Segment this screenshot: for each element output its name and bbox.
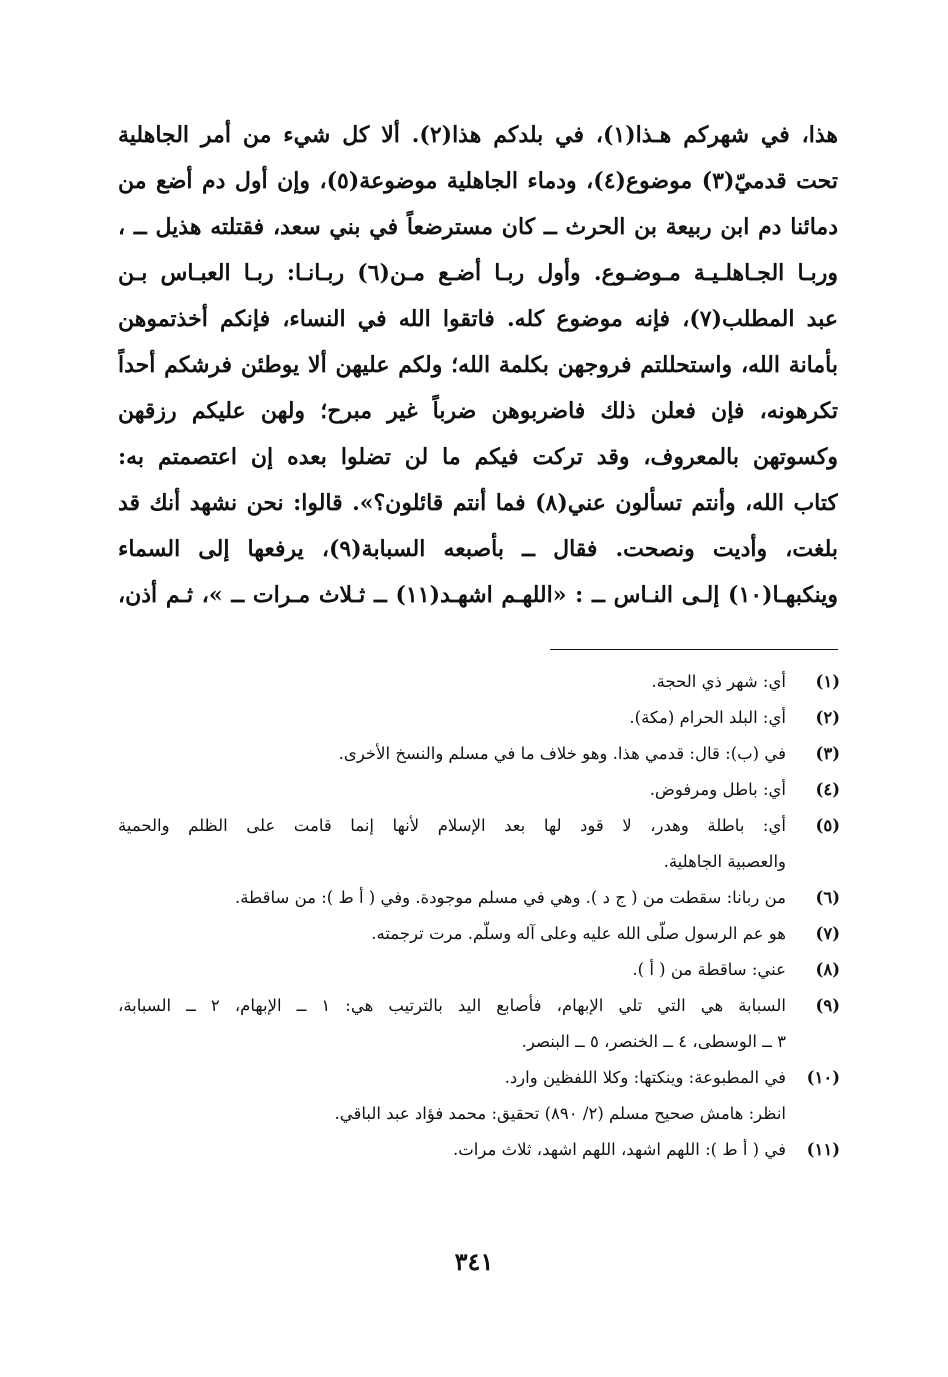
footnote-text: انظر: هامش صحيح مسلم (٢/ ٨٩٠) تحقيق: محمد فؤاد عبد الباقي. bbox=[334, 1104, 786, 1123]
footnote-text: هو عم الرسول صلّى الله عليه وعلى آله وسلّم. مرت ترجمته. bbox=[371, 924, 786, 943]
footnote-number: (١) bbox=[815, 672, 840, 691]
footnote-text: من ربانا: سقطت من ( ج د ). وهي في مسلم موجودة. وفي ( أ ط ): من ساقطة. bbox=[234, 888, 786, 907]
footnote-11 bbox=[118, 1132, 840, 1168]
footnote-9 bbox=[118, 988, 840, 1060]
footnote-5 bbox=[118, 808, 840, 880]
footnote-text: في (ب): قال: قدمي هذا. وهو خلاف ما في مسلم والنسخ الأخرى. bbox=[338, 744, 786, 763]
footnote-text: أي: باطلة وهدر، لا قود لها بعد الإسلام لأنها إنما قامت على الظلم والحمية bbox=[118, 816, 786, 835]
main-text-line: تحت قدميّ(٣) موضوع(٤)، ودماء الجاهلية موضوعة(٥)، وإن أول دم أضع من bbox=[118, 168, 838, 194]
footnote-text: في ( أ ط ): اللهم اشهد، اللهم اشهد، ثلاث مرات. bbox=[453, 1140, 786, 1159]
footnote-number: (٥) bbox=[815, 816, 840, 835]
main-text-line: هذا، في شهركم هـذا(١)، في بلدكم هذا(٢). ألا كل شيء من أمر الجاهلية bbox=[118, 122, 838, 148]
footnote-number: (٣) bbox=[815, 744, 840, 763]
footnote-8 bbox=[118, 952, 840, 988]
footnote-number: (٦) bbox=[815, 888, 840, 907]
footnote-text: السبابة هي التي تلي الإبهام، فأصابع اليد بالترتيب هي: ١ ــ الإبهام، ٢ ــ السبابة، bbox=[118, 996, 786, 1015]
footnote-6 bbox=[118, 880, 840, 916]
footnote-number: (١١) bbox=[806, 1140, 840, 1159]
footnote-10 bbox=[118, 1060, 840, 1132]
footnote-text: والعصبية الجاهلية. bbox=[663, 852, 786, 871]
main-text-line: تكرهونه، فإن فعلن ذلك فاضربوهن ضرباً غير مبرح؛ ولهن عليكم رزقهن bbox=[118, 398, 838, 424]
footnotes-section bbox=[118, 664, 840, 1168]
footnote-1 bbox=[118, 664, 840, 700]
footnote-number: (١٠) bbox=[806, 1068, 840, 1087]
footnote-number: (٧) bbox=[815, 924, 840, 943]
main-text-line: وكسوتهن بالمعروف، وقد تركت فيكم ما لن تضلوا بعده إن اعتصمتم به: bbox=[118, 444, 838, 470]
footnote-2 bbox=[118, 700, 840, 736]
footnote-number: (٨) bbox=[815, 960, 840, 979]
footnote-4 bbox=[118, 772, 840, 808]
main-text-line: بأمانة الله، واستحللتم فروجهن بكلمة الله؛ ولكم عليهن ألا يوطئن فرشكم أحداً bbox=[118, 352, 838, 378]
main-text-line: دمائنا دم ابن ربيعة بن الحرث ــ كان مسترضعاً في بني سعد، فقتلته هذيل ــ ، bbox=[118, 214, 838, 240]
main-text-line: كتاب الله، وأنتم تسألون عني(٨) فما أنتم قائلون؟». قالوا: نحن نشهد أنك قد bbox=[118, 490, 838, 516]
footnote-separator bbox=[550, 649, 838, 650]
main-text-block bbox=[118, 112, 838, 618]
footnote-text: أي: شهر ذي الحجة. bbox=[651, 672, 786, 691]
main-text-line: وينكبهـا(١٠) إلـى النـاس ــ : «اللهـم اشهـد(١١) ــ ثـلاث مـرات ــ »، ثـم أذن، bbox=[118, 582, 838, 608]
footnote-text: أي: باطل ومرفوض. bbox=[649, 780, 786, 799]
footnote-text: في المطبوعة: وينكتها: وكلا اللفظين وارد. bbox=[504, 1068, 786, 1087]
footnote-number: (٩) bbox=[815, 996, 840, 1015]
footnote-text: ٣ ــ الوسطى، ٤ ــ الخنصر، ٥ ــ البنصر. bbox=[521, 1032, 786, 1051]
page-number: ٣٤١ bbox=[454, 1247, 494, 1276]
footnote-text: أي: البلد الحرام (مكة). bbox=[629, 708, 786, 727]
footnote-number: (٢) bbox=[815, 708, 840, 727]
main-text-line: وربـا الجـاهلـيـة مـوضـوع. وأول ربـا أضـع مـن(٦) ربـانـا: ربـا العبـاس بـن bbox=[118, 260, 838, 286]
main-text-line: بلغت، وأديت ونصحت. فقال ــ بأصبعه السبابة(٩)، يرفعها إلى السماء bbox=[118, 536, 838, 562]
main-text-line: عبد المطلب(٧)، فإنه موضوع كله. فاتقوا الله في النساء، فإنكم أخذتموهن bbox=[118, 306, 838, 332]
footnote-text: عني: ساقطة من ( أ ). bbox=[632, 960, 786, 979]
footnote-3 bbox=[118, 736, 840, 772]
footnote-7 bbox=[118, 916, 840, 952]
footnote-number: (٤) bbox=[815, 780, 840, 799]
